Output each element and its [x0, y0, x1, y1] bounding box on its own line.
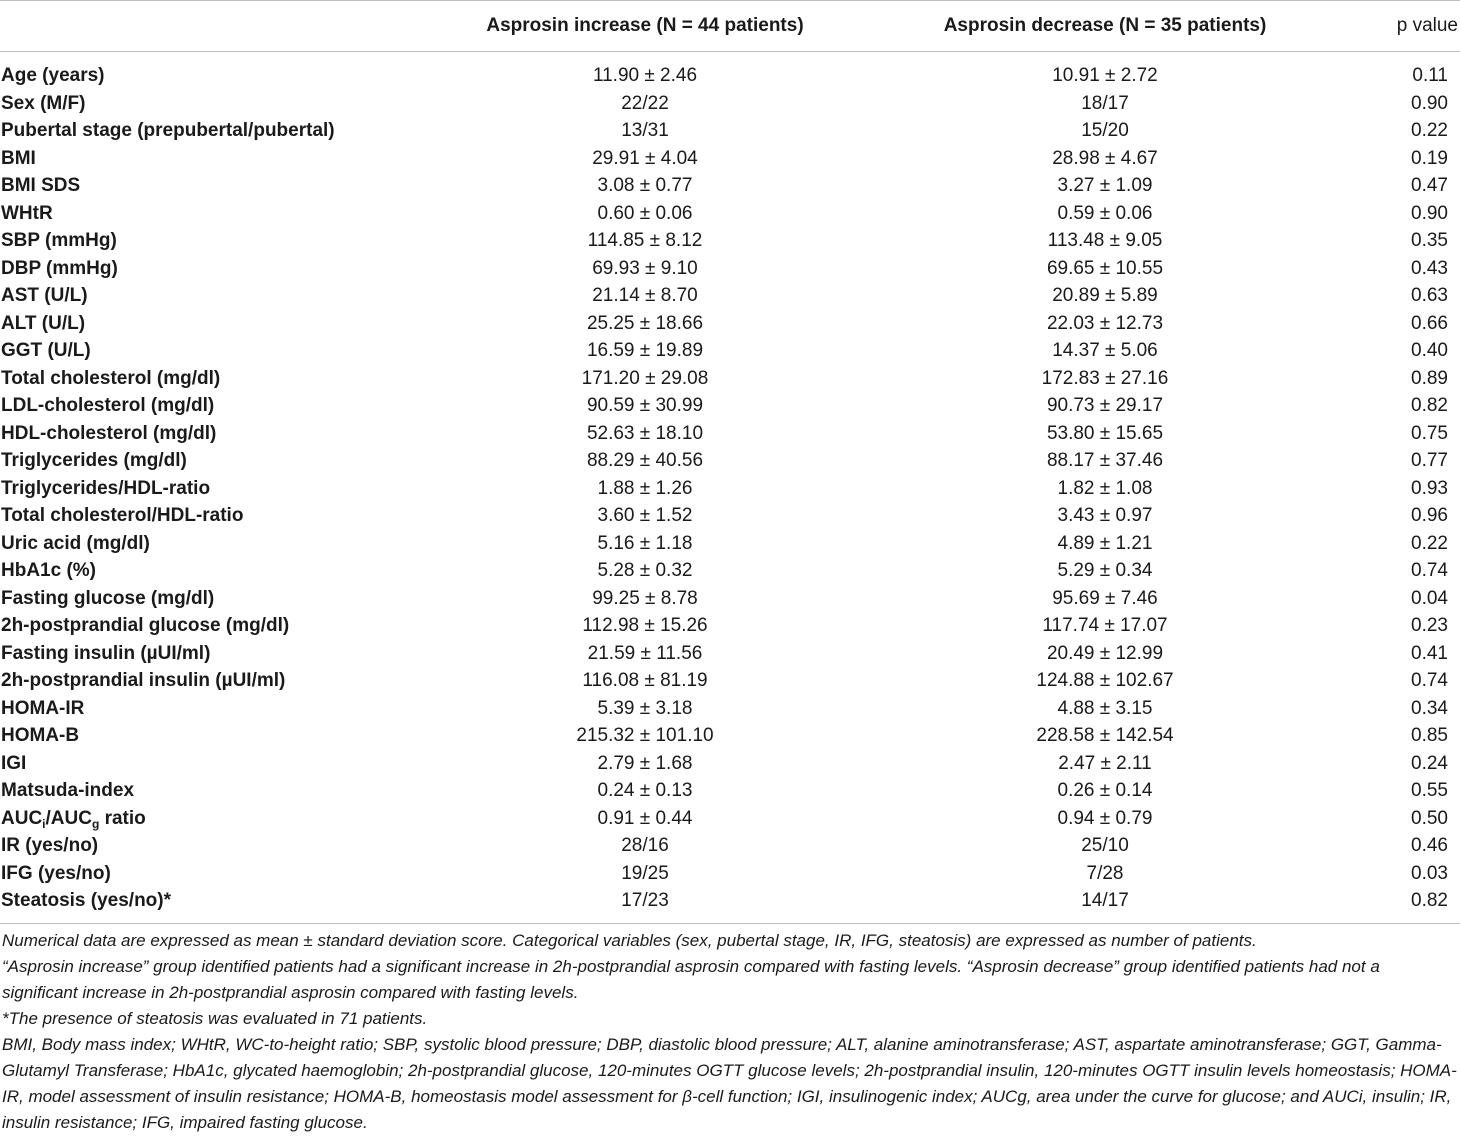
cell-p-value: 0.75 [1411, 422, 1448, 444]
cell-p-value: 0.46 [1411, 835, 1448, 856]
cell-asprosin-decrease: 113.48 ± 9.05 [1047, 230, 1163, 251]
row-label: WHtR [1, 202, 53, 224]
cell-asprosin-decrease: 5.29 ± 0.34 [1057, 560, 1153, 581]
label-subscript: g [91, 816, 100, 831]
row-label: Total cholesterol/HDL-ratio [1, 505, 244, 526]
cell-asprosin-increase: 17/23 [621, 890, 669, 911]
table-row [0, 392, 1460, 420]
cell-asprosin-decrease: 7/28 [1086, 862, 1124, 884]
table-row [0, 585, 1460, 613]
row-label: Uric acid (mg/dl) [1, 532, 150, 554]
cell-asprosin-decrease: 20.89 ± 5.89 [1052, 285, 1158, 306]
row-label: GGT (U/L) [1, 340, 91, 361]
cell-p-value: 0.43 [1411, 257, 1448, 279]
top-spacer [0, 52, 1460, 63]
cell-asprosin-decrease: 25/10 [1081, 835, 1129, 856]
cell-p-value: 0.74 [1411, 560, 1448, 581]
table-row [0, 502, 1460, 530]
cell-p-value: 0.96 [1411, 505, 1448, 526]
cell-asprosin-increase: 116.08 ± 81.19 [582, 670, 708, 691]
cell-asprosin-increase: 5.39 ± 3.18 [597, 697, 693, 719]
cell-p-value: 0.11 [1412, 65, 1448, 86]
cell-asprosin-increase: 19/25 [621, 862, 669, 884]
cell-asprosin-increase: 3.08 ± 0.77 [597, 175, 693, 196]
table-row [0, 860, 1460, 888]
cell-asprosin-decrease: 1.82 ± 1.08 [1057, 477, 1153, 499]
cell-asprosin-decrease: 4.88 ± 3.15 [1057, 697, 1153, 719]
cell-asprosin-decrease: 28.98 ± 4.67 [1052, 147, 1158, 169]
cell-p-value: 0.63 [1411, 285, 1448, 306]
cell-asprosin-increase: 0.91 ± 0.44 [597, 807, 693, 829]
table-row [0, 90, 1460, 118]
label-part: /AUC [45, 807, 92, 829]
footnote: “Asprosin increase” group identified patients had a significant increase in 2h-postprandial asprosin compared with fasting levels. “Asprosin decrease” group identified patients had not a significant increase in 2h-postprandial asprosin compared with fasting levels. [2, 956, 1380, 1002]
cell-asprosin-decrease: 3.27 ± 1.09 [1057, 175, 1153, 196]
cell-p-value: 0.23 [1411, 615, 1448, 636]
cell-p-value: 0.85 [1411, 725, 1448, 746]
table-row [0, 172, 1460, 200]
table-row [0, 145, 1460, 173]
label-subscript: i [42, 816, 46, 831]
cell-asprosin-increase: 0.24 ± 0.13 [597, 780, 693, 801]
cell-asprosin-increase: 69.93 ± 9.10 [592, 257, 698, 279]
row-label: HbA1c (%) [1, 560, 97, 581]
row-label: HOMA-B [1, 725, 80, 746]
cell-asprosin-decrease: 2.47 ± 2.11 [1058, 752, 1152, 774]
cell-asprosin-decrease: 3.43 ± 0.97 [1057, 505, 1153, 526]
cell-p-value: 0.77 [1411, 450, 1448, 471]
row-label: SBP (mmHg) [1, 230, 117, 251]
cell-asprosin-increase: 114.85 ± 8.12 [587, 230, 703, 251]
footnote: BMI, Body mass index; WHtR, WC-to-height ratio; SBP, systolic blood pressure; DBP, diastolic blood pressure; ALT, alanine aminotransferase; AST, aspartate aminotransferase; GGT, Gamma-Glutamyl Transferase; HbA1c, glycated haemoglobin; 2h-postprandial glucose, 120-minutes OGTT glucose levels; 2h-postprandial insulin, 120-minutes OGTT insulin levels homeostasis; HOMA-IR, model assessment of insulin resistance; HOMA-B, homeostasis model assessment for β-cell function; IGI, insulinogenic index; AUCg, area under the curve for glucose; and AUCi, insulin; IR, insulin resistance; IFG, impaired fasting glucose. [2, 1034, 1457, 1132]
table-body [0, 52, 1460, 924]
cell-asprosin-increase: 16.59 ± 19.89 [586, 340, 704, 361]
cell-asprosin-decrease: 69.65 ± 10.55 [1046, 257, 1164, 279]
cell-asprosin-decrease: 15/20 [1081, 120, 1129, 141]
cell-asprosin-increase: 21.14 ± 8.70 [592, 285, 698, 306]
table-header [0, 1, 1460, 52]
cell-asprosin-decrease: 10.91 ± 2.72 [1052, 65, 1158, 86]
table-row [0, 722, 1460, 750]
table-row [0, 255, 1460, 283]
row-label: Triglycerides (mg/dl) [1, 450, 187, 471]
cell-asprosin-decrease: 14/17 [1081, 890, 1129, 911]
row-label: HOMA-IR [1, 697, 85, 719]
table-row [0, 777, 1460, 805]
row-label: IFG (yes/no) [1, 862, 111, 884]
row-label: Sex (M/F) [1, 92, 86, 114]
cell-p-value: 0.82 [1411, 395, 1448, 416]
row-label: 2h-postprandial insulin (µUI/ml) [1, 670, 286, 691]
table-row [0, 62, 1460, 90]
label-part: AUC [1, 807, 43, 829]
cell-asprosin-decrease: 228.58 ± 142.54 [1036, 725, 1174, 746]
cell-asprosin-increase: 215.32 ± 101.10 [576, 725, 714, 746]
cell-p-value: 0.50 [1411, 807, 1448, 829]
table-bottom-rule [0, 915, 1460, 924]
cell-asprosin-increase: 11.90 ± 2.46 [592, 65, 698, 86]
cell-p-value: 0.41 [1411, 642, 1448, 664]
cell-p-value: 0.35 [1411, 230, 1448, 251]
cell-asprosin-increase: 0.60 ± 0.06 [597, 202, 693, 224]
table-row [0, 365, 1460, 393]
cell-p-value: 0.93 [1411, 477, 1448, 499]
row-label: ALT (U/L) [1, 312, 86, 334]
cell-asprosin-decrease: 117.74 ± 17.07 [1042, 615, 1168, 636]
cell-asprosin-decrease: 20.49 ± 12.99 [1046, 642, 1164, 664]
row-label: IR (yes/no) [1, 835, 99, 856]
cell-asprosin-increase: 29.91 ± 4.04 [592, 147, 698, 169]
table-row [0, 227, 1460, 255]
table-footnotes [0, 924, 1460, 1136]
cell-p-value: 0.22 [1411, 120, 1448, 141]
row-label: IGI [1, 752, 27, 774]
table-row [0, 530, 1460, 558]
row-label: LDL-cholesterol (mg/dl) [1, 395, 215, 416]
header-row [0, 1, 1460, 52]
cell-p-value: 0.22 [1411, 532, 1448, 554]
cell-asprosin-increase: 3.60 ± 1.52 [597, 505, 693, 526]
table-row [0, 695, 1460, 723]
cell-p-value: 0.04 [1411, 587, 1448, 609]
cell-p-value: 0.40 [1411, 340, 1448, 361]
cell-asprosin-increase: 28/16 [621, 835, 669, 856]
row-label: BMI [1, 147, 36, 169]
cell-asprosin-decrease: 18/17 [1081, 92, 1129, 114]
header-asprosin-decrease: Asprosin decrease (N = 35 patients) [860, 1, 1350, 52]
row-label: Fasting glucose (mg/dl) [1, 587, 215, 609]
cell-asprosin-decrease: 88.17 ± 37.46 [1046, 450, 1164, 471]
row-label [0, 805, 430, 833]
label-part: ratio [99, 807, 146, 829]
table-row [0, 750, 1460, 778]
row-label: DBP (mmHg) [1, 257, 118, 279]
table-row [0, 640, 1460, 668]
row-label: AST (U/L) [1, 285, 88, 306]
cell-p-value: 0.66 [1411, 312, 1448, 334]
table-row [0, 475, 1460, 503]
cell-asprosin-increase: 90.59 ± 30.99 [586, 395, 704, 416]
cell-asprosin-increase: 171.20 ± 29.08 [581, 367, 709, 389]
cell-asprosin-increase: 5.16 ± 1.18 [597, 532, 693, 554]
cell-asprosin-increase: 21.59 ± 11.56 [587, 642, 703, 664]
cell-asprosin-decrease: 0.59 ± 0.06 [1057, 202, 1153, 224]
cell-p-value: 0.74 [1411, 670, 1448, 691]
cell-asprosin-decrease: 95.69 ± 7.46 [1052, 587, 1158, 609]
cell-asprosin-decrease: 0.26 ± 0.14 [1057, 780, 1153, 801]
table-row [0, 887, 1460, 915]
header-p-value: p value [1350, 1, 1460, 52]
cell-p-value: 0.90 [1411, 92, 1448, 114]
cell-asprosin-decrease: 4.89 ± 1.21 [1057, 532, 1153, 554]
table-row [0, 337, 1460, 365]
cell-asprosin-increase: 1.88 ± 1.26 [597, 477, 693, 499]
table-row [0, 805, 1460, 833]
cell-asprosin-increase: 88.29 ± 40.56 [586, 450, 704, 471]
row-label: Steatosis (yes/no)* [1, 890, 171, 911]
table-row [0, 420, 1460, 448]
cell-asprosin-decrease: 22.03 ± 12.73 [1046, 312, 1164, 334]
cell-p-value: 0.03 [1411, 862, 1448, 884]
table-row [0, 117, 1460, 145]
cell-asprosin-decrease: 53.80 ± 15.65 [1046, 422, 1164, 444]
cell-p-value: 0.89 [1411, 367, 1448, 389]
row-label: Total cholesterol (mg/dl) [1, 367, 221, 389]
table-row [0, 282, 1460, 310]
cell-p-value: 0.19 [1411, 147, 1448, 169]
cell-asprosin-decrease: 172.83 ± 27.16 [1041, 367, 1169, 389]
cell-p-value: 0.47 [1411, 175, 1448, 196]
row-label: Fasting insulin (µUI/ml) [1, 642, 211, 664]
row-label: Age (years) [1, 65, 105, 86]
cell-asprosin-increase: 52.63 ± 18.10 [586, 422, 704, 444]
row-label: 2h-postprandial glucose (mg/dl) [1, 615, 290, 636]
header-asprosin-increase: Asprosin increase (N = 44 patients) [430, 1, 860, 52]
cell-asprosin-decrease: 14.37 ± 5.06 [1052, 340, 1158, 361]
cell-asprosin-increase: 13/31 [621, 120, 669, 141]
cell-asprosin-increase: 112.98 ± 15.26 [582, 615, 708, 636]
table-row [0, 200, 1460, 228]
table-row [0, 310, 1460, 338]
cell-asprosin-increase: 25.25 ± 18.66 [586, 312, 704, 334]
cell-asprosin-increase: 22/22 [621, 92, 669, 114]
cell-p-value: 0.90 [1411, 202, 1448, 224]
cell-asprosin-decrease: 90.73 ± 29.17 [1046, 395, 1164, 416]
cell-p-value: 0.82 [1411, 890, 1448, 911]
table-row [0, 447, 1460, 475]
cell-asprosin-increase: 99.25 ± 8.78 [592, 587, 698, 609]
cell-asprosin-increase: 2.79 ± 1.68 [597, 752, 693, 774]
row-label: BMI SDS [1, 175, 81, 196]
footnote: *The presence of steatosis was evaluated in 71 patients. [2, 1008, 428, 1028]
footnote: Numerical data are expressed as mean ± standard deviation score. Categorical variables (sex, pubertal stage, IR, IFG, steatosis) are expressed as number of patients. [2, 930, 1257, 950]
cell-p-value: 0.24 [1411, 752, 1448, 774]
header-variable [0, 1, 430, 52]
cell-asprosin-decrease: 124.88 ± 102.67 [1036, 670, 1174, 691]
row-label: Matsuda-index [1, 780, 135, 801]
row-label: Triglycerides/HDL-ratio [1, 477, 211, 499]
table-row [0, 667, 1460, 695]
cell-p-value: 0.55 [1411, 780, 1448, 801]
row-label: HDL-cholesterol (mg/dl) [1, 422, 217, 444]
table-row [0, 832, 1460, 860]
table-row [0, 557, 1460, 585]
cell-asprosin-increase: 5.28 ± 0.32 [597, 560, 693, 581]
cell-asprosin-decrease: 0.94 ± 0.79 [1057, 807, 1153, 829]
table-row [0, 612, 1460, 640]
cell-p-value: 0.34 [1411, 697, 1448, 719]
row-label: Pubertal stage (prepubertal/pubertal) [1, 120, 335, 141]
